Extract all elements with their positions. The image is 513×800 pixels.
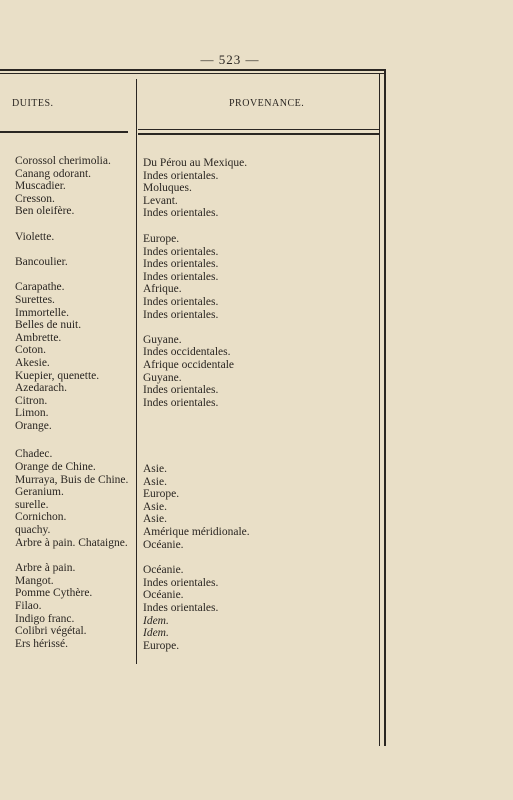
list-item: Citron.: [15, 394, 48, 407]
list-item: Océanie.: [143, 589, 184, 602]
list-item: Océanie.: [143, 564, 184, 577]
list-item: Filao.: [15, 600, 42, 612]
list-item: Indes occidentales.: [143, 346, 231, 359]
list-item: Bancoulier.: [15, 256, 68, 269]
list-item: Limon.: [15, 407, 49, 420]
list-item: Orange.: [15, 419, 52, 432]
list-item: Arbre à pain.: [15, 562, 76, 575]
list-item: Indes orientales.: [143, 384, 219, 397]
list-item: Levant.: [143, 194, 178, 207]
list-item: Asie.: [143, 475, 167, 488]
list-item: Geranium.: [15, 486, 64, 499]
list-item: Indes orientales.: [143, 169, 219, 182]
list-item: Indes orientales.: [143, 396, 219, 409]
top-rule-thin: [0, 73, 386, 74]
list-item: Orange de Chine.: [15, 461, 96, 474]
list-item: Afrique occidentale: [143, 358, 234, 371]
header-provenance: PROVENANCE.: [229, 98, 305, 109]
list-item: Muscadier.: [15, 180, 66, 193]
list-item: Mangot.: [15, 574, 54, 587]
list-item: Asie.: [143, 463, 167, 476]
list-item: Afrique.: [143, 283, 182, 296]
page-number: — 523 —: [200, 52, 260, 67]
list-item: Indes orientales.: [143, 270, 219, 283]
list-item: Indes orientales.: [143, 576, 219, 589]
list-item: Akesie.: [15, 356, 50, 369]
list-item: Kuepier, quenette.: [15, 369, 100, 382]
list-item: Indes orientales.: [143, 295, 219, 308]
list-item: Immortelle.: [15, 306, 69, 319]
header-rule-right-2: [138, 133, 380, 135]
list-item: Indes orientales.: [143, 258, 219, 271]
list-item: Belles de nuit.: [15, 319, 82, 332]
list-item: Indes orientales.: [143, 308, 219, 321]
list-item: Ers hérissé.: [15, 637, 69, 650]
list-item: Idem.: [143, 627, 169, 640]
list-item: Pomme Cythère.: [15, 587, 93, 600]
list-item: Violette.: [15, 230, 55, 243]
list-item: Indes orientales.: [143, 245, 219, 258]
list-item: [143, 422, 250, 435]
list-item: [143, 321, 250, 334]
list-item: Indes orientales.: [143, 207, 219, 220]
list-item: Moluques.: [143, 182, 192, 195]
list-item: Colibri végétal.: [15, 625, 87, 638]
products-column: [15, 155, 128, 650]
top-rule: [0, 69, 386, 71]
list-item: Europe.: [143, 639, 180, 652]
list-item: Indigo franc.: [15, 612, 75, 625]
list-item: Europe.: [143, 232, 180, 245]
list-item: Surettes.: [15, 293, 55, 306]
provenance-column: [143, 157, 250, 652]
list-item: Ben oleifère.: [15, 205, 75, 218]
list-item: Cresson.: [15, 192, 55, 205]
list-item: Océanie.: [143, 538, 184, 551]
list-item: Asie.: [143, 513, 167, 526]
list-item: Arbre à pain. Chataigne.: [15, 536, 128, 549]
list-item: [143, 450, 250, 463]
list-item: [15, 244, 128, 257]
list-item: Du Pérou au Mexique.: [143, 157, 248, 169]
list-item: Chadec.: [15, 448, 53, 461]
list-item: Canang odorant.: [15, 167, 92, 180]
right-border-outer: [384, 69, 386, 746]
column-divider: [136, 79, 137, 664]
header-rule-right: [138, 129, 380, 130]
header-rule-left: [0, 131, 128, 133]
list-item: Idem.: [143, 614, 169, 627]
list-item: Asie.: [143, 500, 167, 513]
list-item: Coton.: [15, 344, 46, 357]
right-border: [379, 74, 380, 746]
list-item: Azedarach.: [15, 382, 68, 395]
list-item: [15, 269, 128, 282]
list-item: Amérique méridionale.: [143, 526, 250, 539]
list-item: Guyane.: [143, 333, 182, 346]
header-products: DUITES.: [12, 98, 54, 109]
list-item: Cornichon.: [15, 511, 67, 524]
list-item: [143, 409, 250, 422]
list-item: Carapathe.: [15, 281, 65, 294]
list-item: Europe.: [143, 488, 180, 501]
list-item: surelle.: [15, 498, 49, 511]
list-item: Murraya, Buis de Chine.: [15, 473, 129, 486]
list-item: Indes orientales.: [143, 602, 219, 614]
list-item: Corossol cherimolia.: [15, 155, 111, 167]
list-item: quachy.: [15, 524, 51, 537]
list-item: Guyane.: [143, 371, 182, 384]
list-item: Ambrette.: [15, 331, 62, 344]
